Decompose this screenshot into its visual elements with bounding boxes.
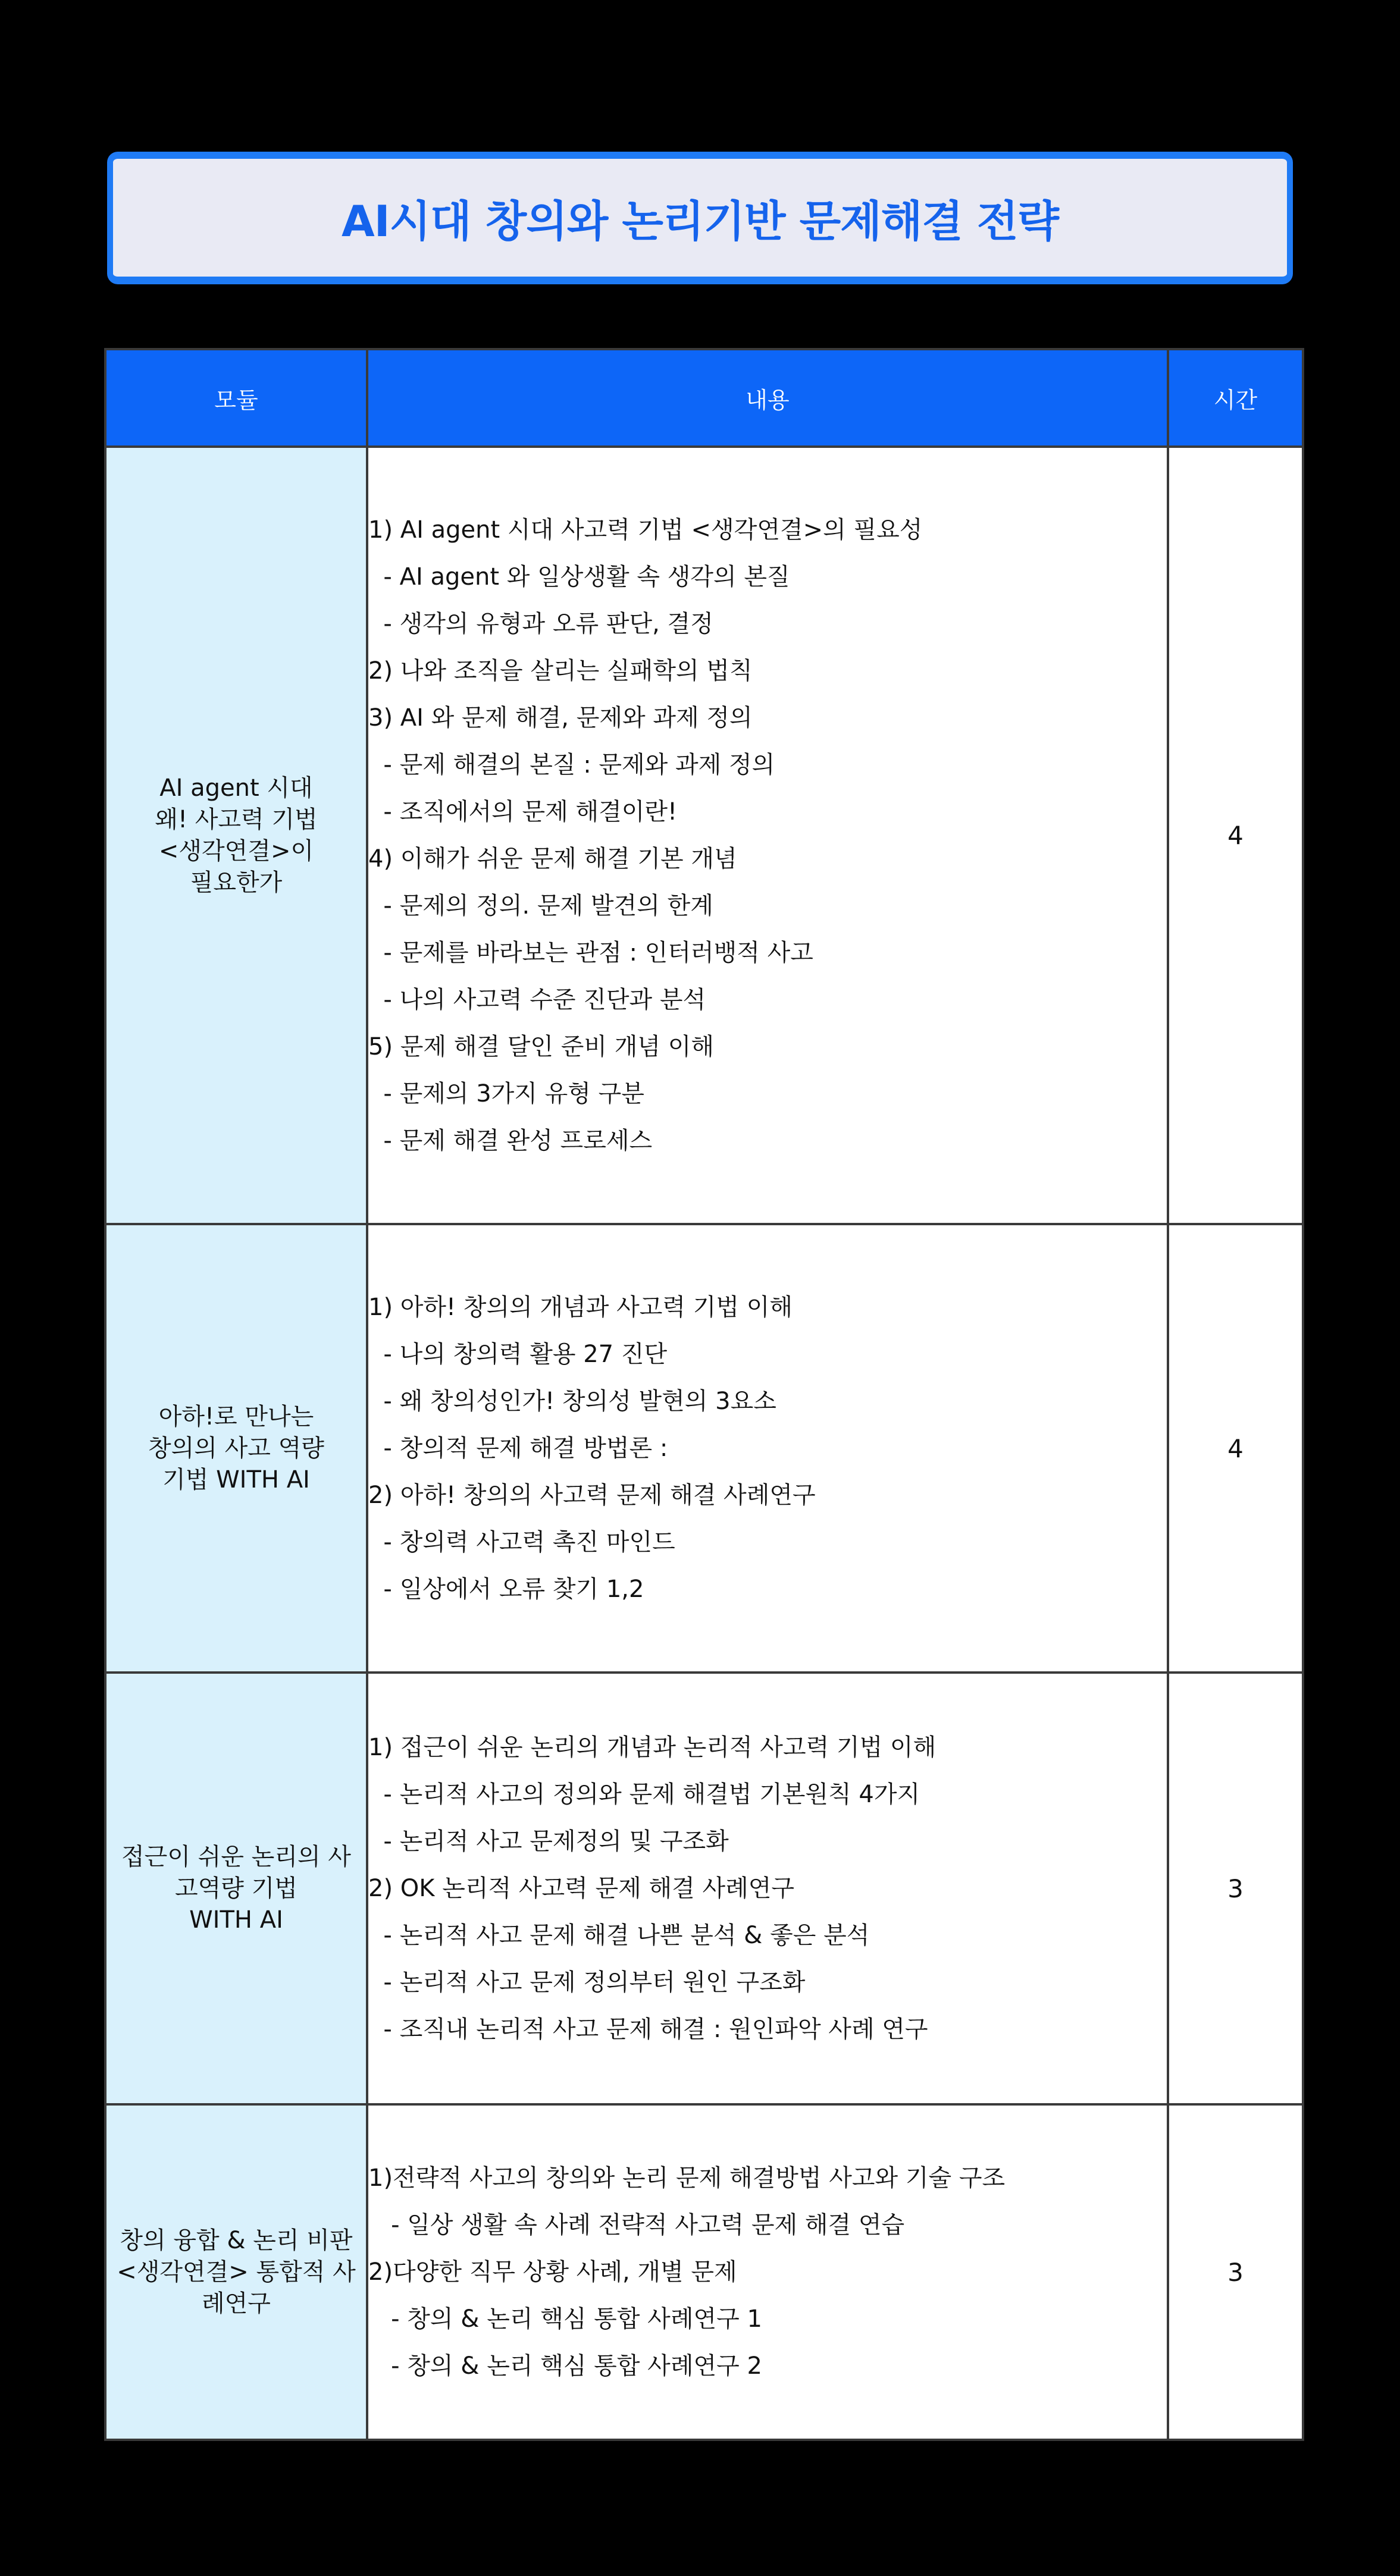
content-line: - 생각의 유형과 오류 판단, 결정 [368,610,713,638]
module-cell [105,1673,367,2104]
content-line: 1) AI agent 시대 사고력 기법 <생각연결>의 필요성 [368,516,923,544]
module-line: AI agent 시대 [159,774,313,802]
header-time: 시간 [1168,349,1303,447]
content-line: 1)전략적 사고의 창의와 논리 문제 해결방법 사고와 기술 구조 [368,2164,1006,2192]
module-line: WITH AI [189,1906,283,1934]
time-cell: 3 [1168,1673,1303,2104]
content-line: 2)다양한 직무 상황 사례, 개별 문제 [368,2258,737,2286]
content-line: - 나의 사고력 수준 진단과 분석 [368,986,706,1014]
content-line: - 논리적 사고 문제 정의부터 원인 구조화 [368,1968,806,1996]
module-cell [105,447,367,1224]
content-line: 3) AI 와 문제 해결, 문제와 과제 정의 [368,704,753,732]
content-line: - 문제의 3가지 유형 구분 [368,1080,644,1107]
module-line: 고역량 기법 [175,1874,297,1902]
content-line: - 문제 해결의 본질 : 문제와 과제 정의 [368,751,775,779]
content-cell [367,2104,1168,2440]
content-line: 1) 아하! 창의의 개념과 사고력 기법 이해 [368,1293,793,1321]
content-line: - 창의적 문제 해결 방법론 : [368,1434,668,1462]
module-line: 창의 융합 & 논리 비판 [120,2226,353,2254]
content-line: - 일상 생활 속 사례 전략적 사고력 문제 해결 연습 [368,2211,905,2239]
content-line: - 창의 & 논리 핵심 통합 사례연구 1 [368,2305,762,2333]
content-line: - 논리적 사고 문제 해결 나쁜 분석 & 좋은 분석 [368,1921,870,1949]
content-line: - 나의 창의력 활용 27 진단 [368,1340,668,1368]
curriculum-table [104,348,1304,2441]
content-line: 2) 아하! 창의의 사고력 문제 해결 사례연구 [368,1481,816,1509]
module-line: 필요한가 [190,868,283,896]
module-line: 접근이 쉬운 논리의 사 [121,1843,351,1871]
module-cell [105,1224,367,1673]
module-cell [105,2104,367,2440]
content-line: - 일상에서 오류 찾기 1,2 [368,1575,644,1603]
module-line: 왜! 사고력 기법 [155,805,318,833]
content-line: - AI agent 와 일상생활 속 생각의 본질 [368,563,790,591]
content-line: - 조직내 논리적 사고 문제 해결 : 원인파악 사례 연구 [368,2015,928,2043]
time-cell: 4 [1168,1224,1303,1673]
content-line: - 논리적 사고의 정의와 문제 해결법 기본원칙 4가지 [368,1780,920,1808]
table-row [105,2104,1303,2440]
table-row [105,1673,1303,2104]
table-row [105,447,1303,1224]
content-line: - 문제의 정의. 문제 발견의 한계 [368,892,713,920]
content-line: 2) OK 논리적 사고력 문제 해결 사례연구 [368,1874,795,1902]
table-header-row [105,349,1303,447]
module-line: 창의의 사고 역량 [148,1434,324,1462]
module-line: <생각연결> 통합적 사 [117,2258,356,2286]
content-cell [367,447,1168,1224]
content-line: - 창의력 사고력 촉진 마인드 [368,1528,675,1556]
content-line: 5) 문제 해결 달인 준비 개념 이해 [368,1033,715,1060]
content-cell [367,1224,1168,1673]
time-cell: 4 [1168,447,1303,1224]
content-line: - 조직에서의 문제 해결이란! [368,798,678,826]
module-line: 례연구 [202,2289,271,2317]
header-module: 모듈 [105,349,367,447]
content-line: 1) 접근이 쉬운 논리의 개념과 논리적 사고력 기법 이해 [368,1733,937,1761]
content-line: - 논리적 사고 문제정의 및 구조화 [368,1827,729,1855]
content-line: 4) 이해가 쉬운 문제 해결 기본 개념 [368,845,737,873]
module-line: 아하!로 만나는 [158,1402,314,1430]
content-line: 2) 나와 조직을 살리는 실패학의 법칙 [368,657,753,685]
title-banner [107,152,1293,284]
table-row [105,1224,1303,1673]
content-cell [367,1673,1168,2104]
module-line: <생각연결>이 [158,837,314,865]
content-line: - 문제를 바라보는 관점 : 인터러뱅적 사고 [368,939,813,967]
content-line: - 창의 & 논리 핵심 통합 사례연구 2 [368,2352,762,2380]
page-title: AI시대 창의와 논리기반 문제해결 전략 [341,196,1059,246]
content-line: - 문제 해결 완성 프로세스 [368,1127,653,1154]
content-line: - 왜 창의성인가! 창의성 발현의 3요소 [368,1387,776,1415]
header-content: 내용 [367,349,1168,447]
time-cell: 3 [1168,2104,1303,2440]
module-line: 기법 WITH AI [162,1466,310,1493]
